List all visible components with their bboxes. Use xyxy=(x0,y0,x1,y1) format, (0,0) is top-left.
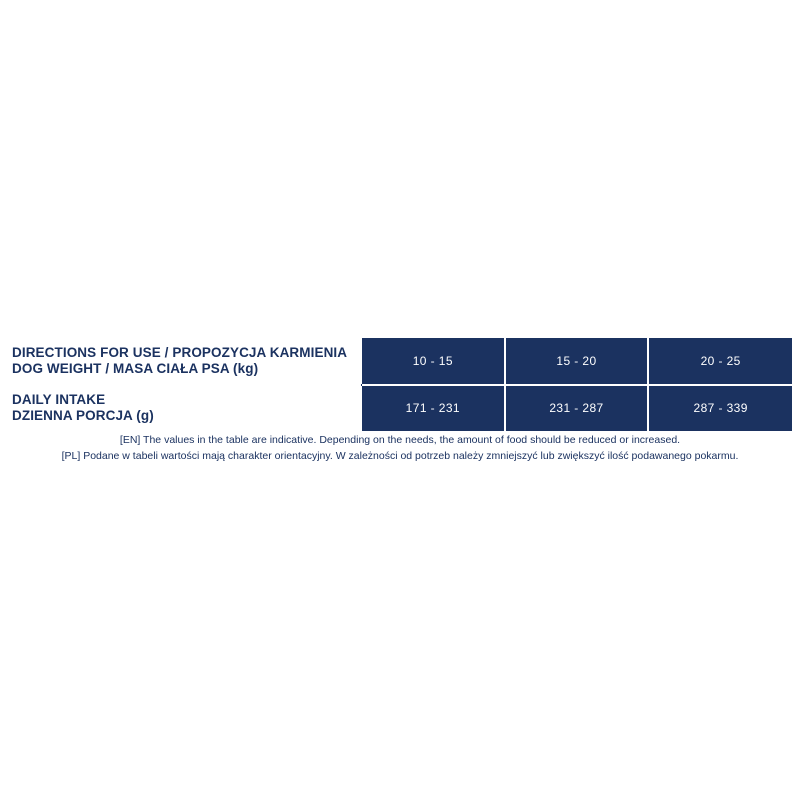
row-label-line2: DZIENNA PORCJA (g) xyxy=(12,408,154,424)
table-cell-intake-1: 171 - 231 xyxy=(361,385,505,431)
note-pl: [PL] Podane w tabeli wartości mają charakter orientacyjny. W zależności od potrzeb należy zmniejszyć lub zwiększyć ilość podawanego pokarmu. xyxy=(61,450,739,463)
table-row xyxy=(8,385,792,431)
table-cell-weight-2: 15 - 20 xyxy=(505,338,649,385)
feeding-table-block xyxy=(8,338,792,431)
feeding-table xyxy=(8,338,792,431)
table-cell-weight-3: 20 - 25 xyxy=(648,338,792,385)
row-label-dog-weight xyxy=(8,338,361,385)
row-label-line1: DIRECTIONS FOR USE / PROPOZYCJA KARMIENIA xyxy=(12,344,348,360)
table-cell-intake-3: 287 - 339 xyxy=(648,385,792,431)
row-label-daily-intake xyxy=(8,385,361,431)
row-label-line2: DOG WEIGHT / MASA CIAŁA PSA (kg) xyxy=(12,361,259,376)
table-cell-weight-1: 10 - 15 xyxy=(361,338,505,385)
note-en: [EN] The values in the table are indicative. Depending on the needs, the amount of food should be reduced or increased. xyxy=(119,434,681,446)
table-cell-intake-2: 231 - 287 xyxy=(505,385,649,431)
row-label-line1: DAILY INTAKE xyxy=(12,392,106,407)
table-notes xyxy=(8,432,792,465)
table-row xyxy=(8,338,792,385)
